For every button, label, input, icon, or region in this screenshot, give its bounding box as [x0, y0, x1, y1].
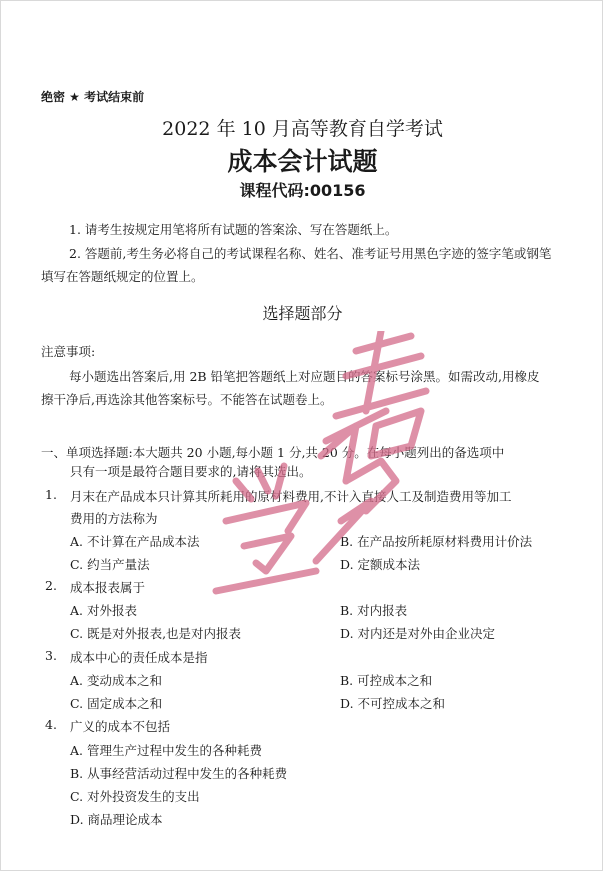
part1-line2: 只有一项是最符合题目要求的,请将其选出。 [70, 464, 312, 479]
q1-text-line2: 费用的方法称为 [70, 511, 158, 526]
q1-text-line1: 月末在产品成本只计算其所耗用的原材料费用,不计入直接人工及制造费用等加工 [70, 489, 512, 504]
notes-title: 注意事项: [41, 344, 96, 359]
q4-option-a: A. 管理生产过程中发生的各种耗费 [70, 743, 262, 758]
course-code: 课程代码:00156 [239, 181, 366, 200]
q2-number: 2. [45, 578, 57, 593]
q2-option-a: A. 对外报表 [70, 603, 137, 618]
section-title: 选择题部分 [262, 304, 343, 323]
subject-title: 成本会计试题 [227, 147, 378, 176]
q3-option-a: A. 变动成本之和 [70, 673, 162, 688]
instruction-2-line2: 填写在答题纸规定的位置上。 [41, 269, 204, 284]
q4-option-b: B. 从事经营活动过程中发生的各种耗费 [70, 766, 288, 781]
q1-option-b: B. 在产品按所耗原材料费用计价法 [340, 534, 533, 549]
q3-option-d: D. 不可控成本之和 [340, 696, 446, 711]
q4-number: 4. [45, 717, 57, 732]
q1-number: 1. [45, 487, 57, 502]
exam-title: 2022 年 10 月高等教育自学考试 [162, 118, 443, 140]
q2-text: 成本报表属于 [70, 580, 146, 595]
q2-option-d: D. 对内还是对外由企业决定 [340, 626, 496, 641]
q1-option-d: D. 定额成本法 [340, 557, 421, 572]
q4-option-c: C. 对外投资发生的支出 [70, 789, 200, 804]
instruction-2-line1: 2. 答题前,考生务必将自己的考试课程名称、姓名、准考证号用黑色字迹的签字笔或钢笔 [69, 246, 552, 261]
part1-line1: 一、单项选择题:本大题共 20 小题,每小题 1 分,共 20 分。在每小题列出的备选项中 [41, 445, 505, 460]
q2-option-b: B. 对内报表 [340, 603, 408, 618]
secret-mark: 绝密 ★ 考试结束前 [41, 90, 145, 104]
q2-option-c: C. 既是对外报表,也是对内报表 [70, 626, 242, 641]
q3-option-c: C. 固定成本之和 [70, 696, 163, 711]
q3-number: 3. [45, 648, 57, 663]
notes-line2: 擦干净后,再选涂其他答案标号。不能答在试题卷上。 [41, 392, 333, 407]
q1-option-a: A. 不计算在产品成本法 [70, 534, 200, 549]
q4-option-d: D. 商品理论成本 [70, 812, 163, 827]
q3-option-b: B. 可控成本之和 [340, 673, 433, 688]
instruction-1: 1. 请考生按规定用笔将所有试题的答案涂、写在答题纸上。 [69, 222, 398, 237]
q3-text: 成本中心的责任成本是指 [70, 650, 208, 665]
q1-option-c: C. 约当产量法 [70, 557, 150, 572]
notes-line1: 每小题选出答案后,用 2B 铅笔把答题纸上对应题目的答案标号涂黑。如需改动,用橡皮 [69, 369, 540, 384]
q4-text: 广义的成本不包括 [70, 719, 171, 734]
